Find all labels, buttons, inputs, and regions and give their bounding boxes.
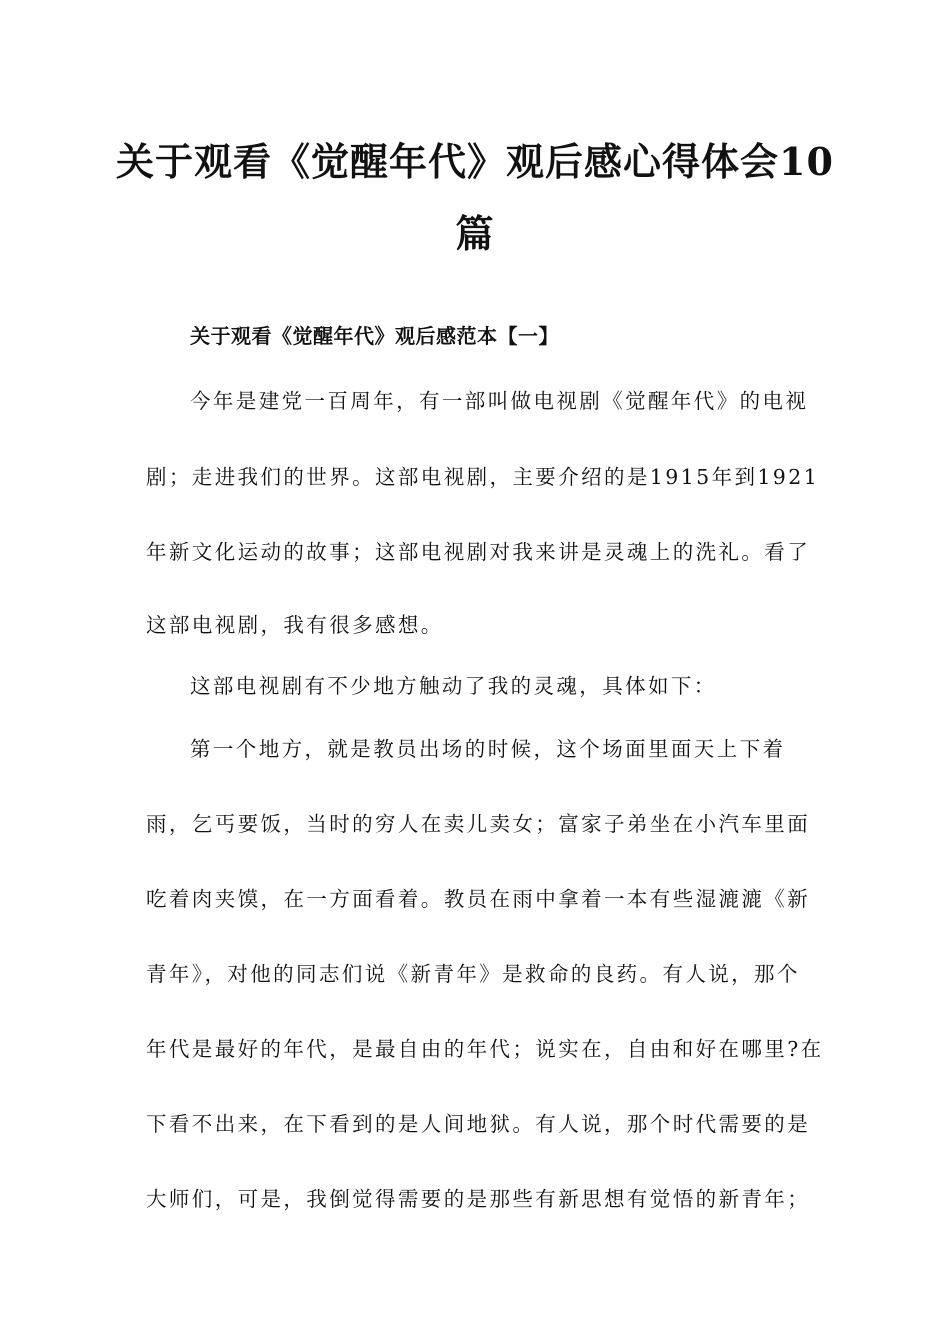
section-heading: 关于观看《觉醒年代》观后感范本【一】 [190, 324, 559, 348]
paragraph-3-line-2: 雨，乞丐要饭，当时的穷人在卖儿卖女；富家子弟坐在小汽车里面 [146, 812, 811, 836]
paragraph-3-line-3: 吃着肉夹馍，在一方面看着。教员在雨中拿着一本有些湿漉漉《新 [146, 887, 811, 911]
paragraph-3-line-7: 大师们，可是，我倒觉得需要的是那些有新思想有觉悟的新青年； [146, 1187, 811, 1211]
paragraph-3-line-6: 下看不出来，在下看到的是人间地狱。有人说，那个时代需要的是 [146, 1112, 811, 1136]
paragraph-3-line-1: 第一个地方，就是教员出场的时候，这个场面里面天上下着 [190, 737, 786, 761]
document-title-line-2: 篇 [455, 211, 495, 256]
paragraph-1-line-3: 年新文化运动的故事；这部电视剧对我来讲是灵魂上的洗礼。看了 [146, 540, 811, 564]
paragraph-1-line-1: 今年是建党一百周年，有一部叫做电视剧《觉醒年代》的电视 [190, 389, 809, 413]
paragraph-3-line-4: 青年》，对他的同志们说《新青年》是救命的良药。有人说，那个 [146, 962, 800, 986]
paragraph-1-line-4: 这部电视剧，我有很多感想。 [146, 613, 444, 637]
paragraph-2-line-1: 这部电视剧有不少地方触动了我的灵魂，具体如下： [190, 674, 717, 698]
document-title-line-1: 关于观看《觉醒年代》观后感心得体会10 [116, 139, 834, 184]
paragraph-3-line-5: 年代是最好的年代，是最自由的年代；说实在，自由和好在哪里?在 [146, 1037, 824, 1061]
paragraph-1-line-2: 剧；走进我们的世界。这部电视剧，主要介绍的是1915年到1921 [146, 465, 820, 489]
